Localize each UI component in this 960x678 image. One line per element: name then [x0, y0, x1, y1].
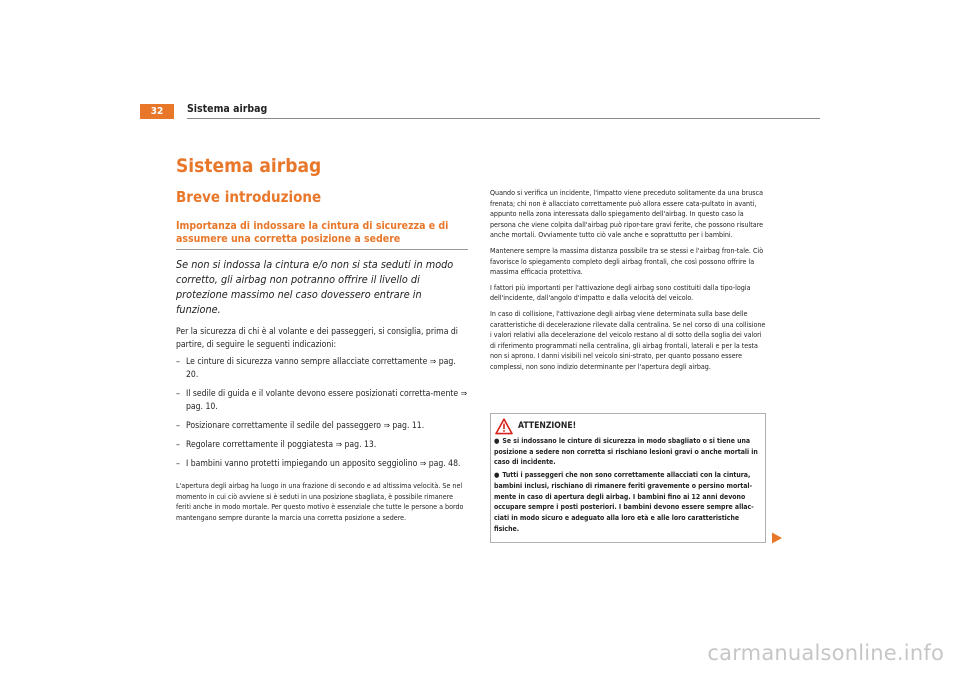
dash-marker: –	[176, 421, 180, 431]
paragraph: I fattori più importanti per l'attivazione degli airbag sono costituiti dalla tipo-logia dell'incidente, dall'angolo d'impatto e dalla velocità del veicolo.	[490, 282, 751, 303]
dash-marker: –	[176, 440, 180, 450]
chapter-title: Sistema airbag	[176, 155, 322, 177]
paragraph: Quando si verifica un incidente, l'impatto viene preceduto solitamente da una brusca frenata; chi non è allacciato correttamente può allora essere cata-pultato in avanti, appunto nella zona interessata dallo spiegamento dell'airbag. In questo caso la persona che viene colpita dall'airbag può ripor-tare gravi ferite, che possono risultare anche mortali. Ovviamente tutto ciò vale anche e soprattutto per i bambini.	[490, 188, 764, 240]
paragraph: Mantenere sempre la massima distanza possibile tra se stessi e l'airbag fron-tale. Ciò favorisce lo spiegamento completo degli airbag frontali, che così possono offrire la massima efficacia protettiva.	[490, 245, 764, 277]
steps-list	[176, 356, 468, 471]
warning-triangle-icon	[495, 418, 513, 435]
intro-italic: Se non si indossa la cintura e/o non si sta seduti in modo corretto, gli airbag non potranno offrire il livello di protezione massimo nel caso dovessero entrare in funzione.	[176, 258, 454, 316]
warning-title: ATTENZIONE!	[518, 421, 577, 431]
header-rule	[187, 118, 820, 119]
dash-marker: –	[176, 357, 180, 367]
list-item	[176, 388, 468, 414]
dash-marker: –	[176, 459, 180, 469]
watermark: carmanualsonline.info	[707, 641, 944, 665]
triangle-right-icon	[771, 532, 783, 544]
warning-text: Tutti i passeggeri che non sono correttamente allacciati con la cintura, bambini inclusi, rischiano di rimanere feriti gravemente o persino mortal-mente in caso di apertura degli airbag. I bambini fino ai 12 anni devono occupare sempre i posti posteriori. I bambini devono essere sempre allac-ciati in modo sicuro e adeguato alla loro età e alle loro caratteristiche fisiche.	[494, 471, 754, 533]
paragraph: In caso di collisione, l'attivazione degli airbag viene determinata sulla base delle caratteristiche di decelerazione rilevate dalla centralina. Se nel corso di una collisione i valori relativi alla decelerazione del veicolo restano al di sotto della soglia dei valori di riferimento programmati nella centralina, gli airbag frontali, laterali e per la testa non si aprono. I danni visibili nel veicolo sini-strato, per quanto possano essere complessi, non sono indizio determinante per l'apertura degli airbag.	[490, 308, 766, 371]
page-number: 32	[140, 104, 174, 119]
section-title: Breve introduzione	[176, 188, 322, 206]
warning-box	[490, 413, 766, 543]
list-item	[176, 458, 468, 471]
bullet-marker: ●	[494, 437, 500, 445]
left-column	[176, 220, 468, 523]
step-text: I bambini vanno protetti impiegando un apposito seggiolino ⇒ pag. 48.	[186, 459, 461, 469]
step-text: Regolare correttamente il poggiatesta ⇒ pag. 13.	[186, 440, 377, 450]
warning-list	[494, 436, 764, 536]
step-text: Posizionare correttamente il sedile del passeggero ⇒ pag. 11.	[186, 421, 425, 431]
bullet-marker: ●	[494, 471, 500, 480]
list-item	[176, 356, 468, 382]
subsection-title: Importanza di indossare la cintura di sicurezza e di assumere una corretta posizione a sedere	[176, 220, 468, 250]
step-text: Le cinture di sicurezza vanno sempre allacciate correttamente ⇒ pag. 20.	[186, 357, 456, 380]
list-item	[176, 420, 468, 433]
list-item	[494, 470, 764, 534]
note-paragraph: L'apertura degli airbag ha luogo in una frazione di secondo e ad altissima velocità. Se nel momento in cui ciò avviene si è seduti in una posizione sbagliata, è possibile rimanere feriti anche in modo mortale. Per questo motivo è essenziale che tutte le persone a bordo mantengano sempre durante la marcia una corretta posizione a sedere.	[176, 481, 464, 522]
right-column	[490, 188, 768, 378]
warning-text: Se si indossano le cinture di sicurezza in modo sbagliato o si tiene una posizione a sedere non corretta si rischiano lesioni gravi o anche mortali in caso di incidente.	[494, 437, 758, 467]
lead-paragraph: Per la sicurezza di chi è al volante e dei passeggeri, si consiglia, prima di partire, di seguire le seguenti indicazioni:	[176, 327, 458, 350]
dash-marker: –	[176, 389, 180, 399]
list-item	[494, 436, 764, 468]
running-title: Sistema airbag	[187, 103, 268, 115]
step-text: Il sedile di guida e il volante devono essere posizionati corretta-mente ⇒ pag. 10.	[186, 389, 468, 412]
list-item	[176, 439, 468, 452]
